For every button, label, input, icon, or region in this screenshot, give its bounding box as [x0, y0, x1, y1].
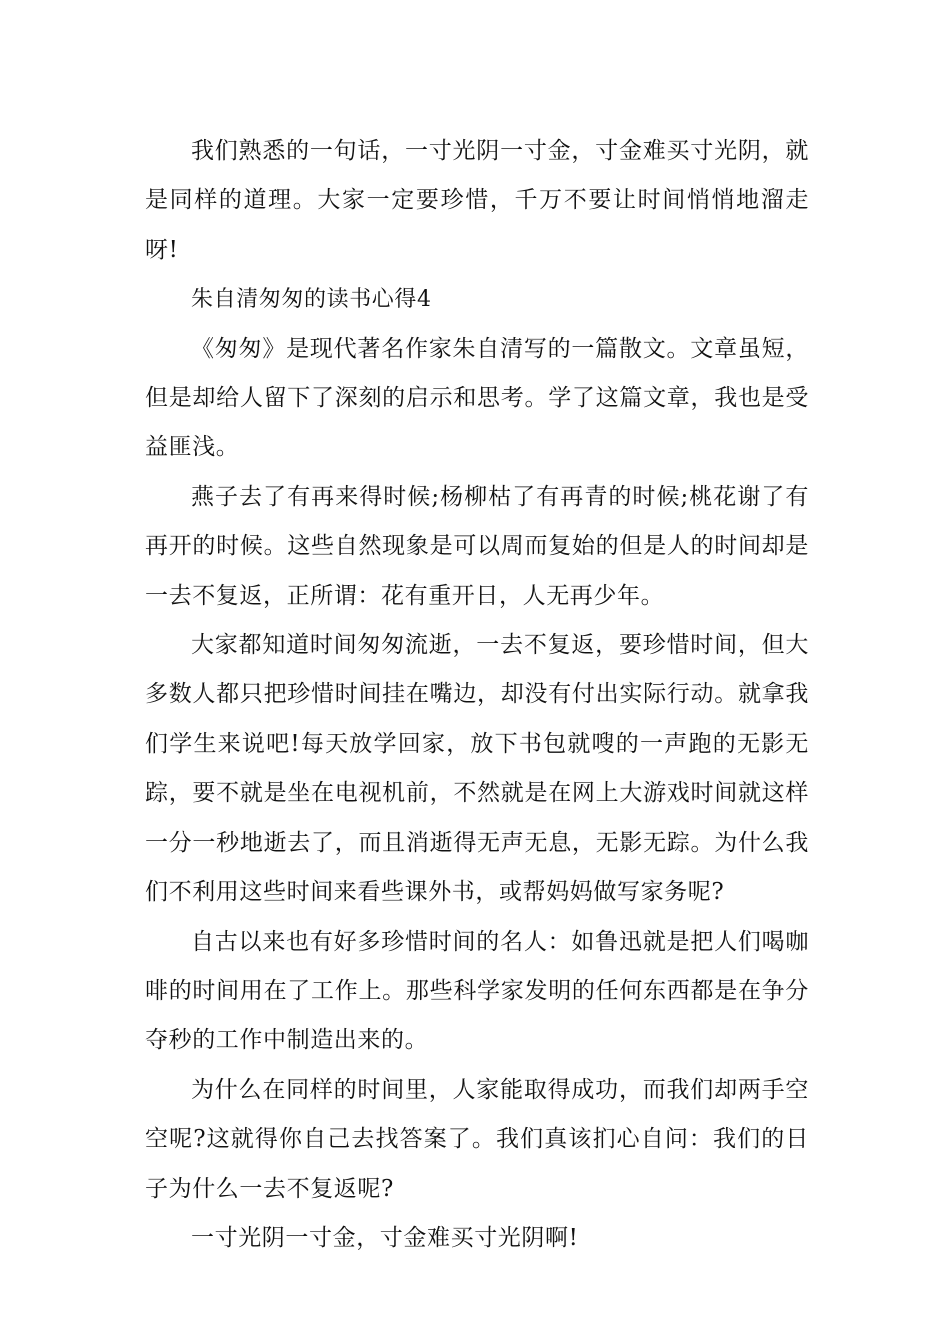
paragraph-1: 我们熟悉的一句话，一寸光阴一寸金，寸金难买寸光阴，就是同样的道理。大家一定要珍惜，千万不要让时间悄悄地溜走呀!: [145, 138, 809, 263]
paragraph-3: 燕子去了有再来得时候;杨柳枯了有再青的时候;桃花谢了有再开的时候。这些自然现象是可以周而复始的但是人的时间却是一去不复返，正所谓：花有重开日，人无再少年。: [145, 483, 809, 609]
paragraph-2: 《匆匆》是现代著名作家朱自清写的一篇散文。文章虽短，但是却给人留下了深刻的启示和思考。学了这篇文章，我也是受益匪浅。: [145, 335, 809, 461]
paragraph-4: 大家都知道时间匆匆流逝，一去不复返，要珍惜时间，但大多数人都只把珍惜时间挂在嘴边，却没有付出实际行动。就拿我们学生来说吧!每天放学回家，放下书包就嗖的一声跑的无影无踪，要不就是坐在电视机前，不然就是在网上大游戏时间就这样一分一秒地逝去了，而且消逝得无声无息，无影无踪。为什么我们不利用这些时间来看些课外书，或帮妈妈做写家务呢?: [145, 632, 809, 906]
section-heading: 朱自清匆匆的读书心得4: [191, 287, 432, 313]
paragraph-6: 为什么在同样的时间里，人家能取得成功，而我们却两手空空呢?这就得你自己去找答案了。我们真该扪心自问：我们的日子为什么一去不复返呢?: [145, 1076, 809, 1202]
paragraph-5: 自古以来也有好多珍惜时间的名人：如鲁迅就是把人们喝咖啡的时间用在了工作上。那些科学家发明的任何东西都是在争分夺秒的工作中制造出来的。: [145, 928, 809, 1054]
document-body: [145, 127, 809, 1263]
paragraph-7: 一寸光阴一寸金，寸金难买寸光阴啊!: [191, 1224, 579, 1251]
